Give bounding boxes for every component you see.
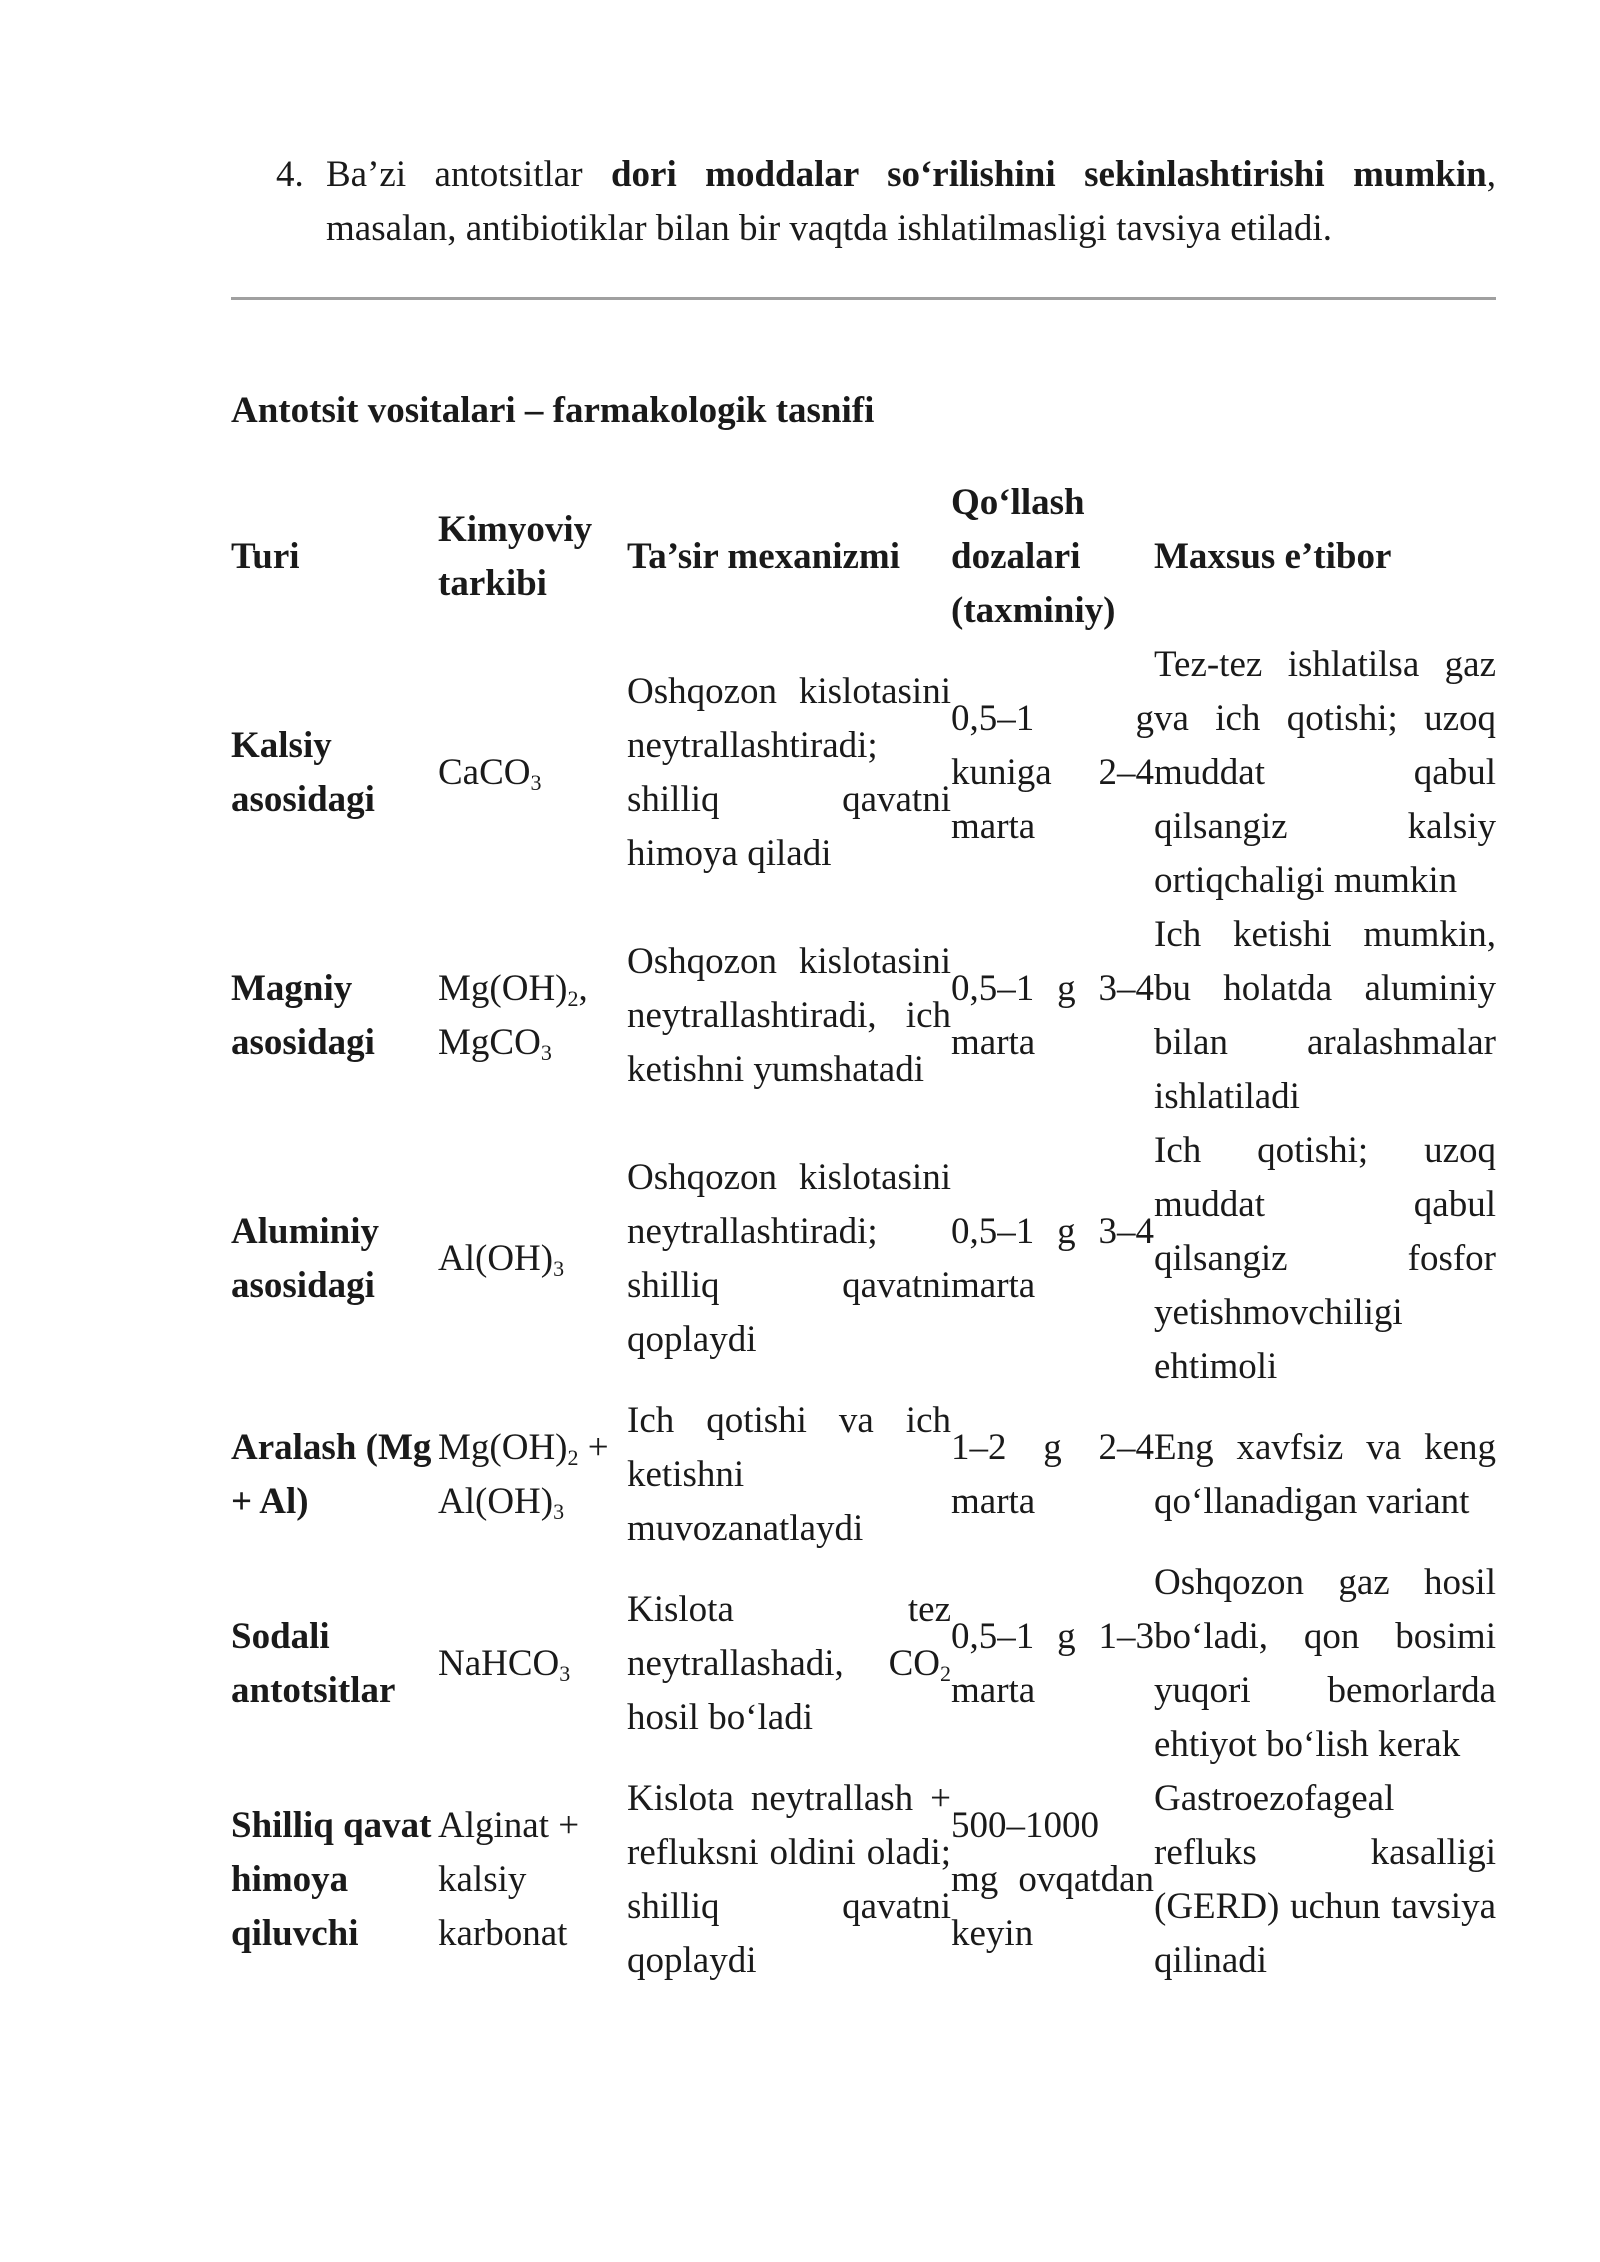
table-body: [231, 638, 1496, 1988]
cell-type: Aluminiy asosidagi: [231, 1211, 380, 1306]
header-composition: Kimyoviy tarkibi: [438, 509, 593, 604]
horizontal-divider: [231, 297, 1496, 300]
cell-note: Tez-tez ishlatilsa gaz va ich qotishi; uzoq muddat qabul qilsangiz kalsiy ortiqchaligi mumkin: [1154, 644, 1496, 901]
cell-dose: 0,5–1 g 3–4 marta: [951, 1211, 1154, 1306]
table-header-row: [231, 476, 1496, 638]
cell-mechanism: Oshqozon kislotasini neytrallashtiradi; shilliq qavatni qoplaydi: [627, 1157, 951, 1360]
list-item-bold-text: dori moddalar so‘rilishini sekinlashtirishi mumkin: [610, 154, 1487, 195]
numbered-list: [276, 148, 1496, 256]
cell-note: Oshqozon gaz hosil bo‘ladi, qon bosimi yuqori bemorlarda ehtiyot bo‘lish kerak: [1154, 1562, 1496, 1765]
cell-note: Gastroezofageal refluks kasalligi (GERD) uchun tavsiya qilinadi: [1154, 1778, 1496, 1981]
cell-type: Sodali antotsitlar: [231, 1616, 396, 1711]
cell-dose: 1–2 g 2–4 marta: [951, 1427, 1154, 1522]
cell-note: Eng xavfsiz va keng qo‘llanadigan variant: [1154, 1427, 1496, 1522]
cell-type: Aralash (Mg + Al): [231, 1427, 432, 1522]
cell-composition: NaHCO$_3$: [438, 1643, 571, 1686]
cell-mechanism: Oshqozon kislotasini neytrallashtiradi; shilliq qavatni himoya qiladi: [627, 671, 951, 874]
header-dose: Qo‘llash dozalari (taxminiy): [951, 482, 1116, 631]
section-heading: Antotsit vositalari – farmakologik tasnifi: [231, 390, 875, 431]
cell-note: Ich ketishi mumkin, bu holatda aluminiy bilan aralashmalar ishlatiladi: [1154, 914, 1496, 1117]
header-mechanism: Ta’sir mexanizmi: [627, 536, 901, 577]
cell-dose: 0,5–1 g 3–4 marta: [951, 968, 1154, 1063]
list-item-text-end: , masalan, antibiotiklar bilan bir vaqtda ishlatilmasligi tavsiya etiladi.: [326, 154, 1496, 249]
list-item: [276, 148, 1496, 256]
classification-table: [231, 476, 1496, 1988]
cell-composition: CaCO$_3$: [438, 752, 542, 795]
cell-mechanism: Ich qotishi va ich ketishni muvozanatlaydi: [627, 1400, 951, 1549]
cell-composition: Alginat + kalsiy karbonat: [438, 1805, 580, 1954]
table-row: [231, 1772, 1496, 1988]
list-item-text: Ba’zi antotsitlar: [326, 154, 611, 195]
list-item-number: 4.: [276, 154, 304, 195]
table-row: [231, 908, 1496, 1124]
cell-type: Magniy asosidagi: [231, 968, 375, 1063]
cell-composition: $Mg(OH)_2 + Al(OH)_3$: [438, 1427, 609, 1524]
table-row: [231, 1556, 1496, 1772]
table-row: [231, 638, 1496, 908]
header-type: Turi: [231, 536, 300, 577]
cell-dose: 500–1000 mg ovqatdan keyin: [951, 1805, 1154, 1954]
cell-note: Ich qotishi; uzoq muddat qabul qilsangiz fosfor yetishmovchiligi ehtimoli: [1154, 1130, 1496, 1387]
cell-dose: 0,5–1 g 1–3 marta: [951, 1616, 1154, 1711]
table-row: [231, 1394, 1496, 1556]
cell-mechanism: Oshqozon kislotasini neytrallashtiradi, ich ketishni yumshatadi: [627, 941, 951, 1090]
cell-mechanism: Kislota neytrallash + refluksni oldini oladi; shilliq qavatni qoplaydi: [627, 1778, 951, 1981]
cell-dose: 0,5–1 g kuniga 2–4 marta: [951, 698, 1154, 847]
cell-composition: $Mg(OH)_2$, MgCO$_3$: [438, 968, 588, 1065]
table-row: [231, 1124, 1496, 1394]
cell-type: Kalsiy asosidagi: [231, 725, 375, 820]
header-note: Maxsus e’tibor: [1154, 536, 1392, 577]
cell-composition: $Al(OH)_3$: [438, 1238, 565, 1281]
cell-type: Shilliq qavat himoya qiluvchi: [231, 1805, 432, 1954]
cell-mechanism: Kislota tez neytrallashadi, $CO_2$ hosil bo‘ladi: [627, 1589, 951, 1738]
